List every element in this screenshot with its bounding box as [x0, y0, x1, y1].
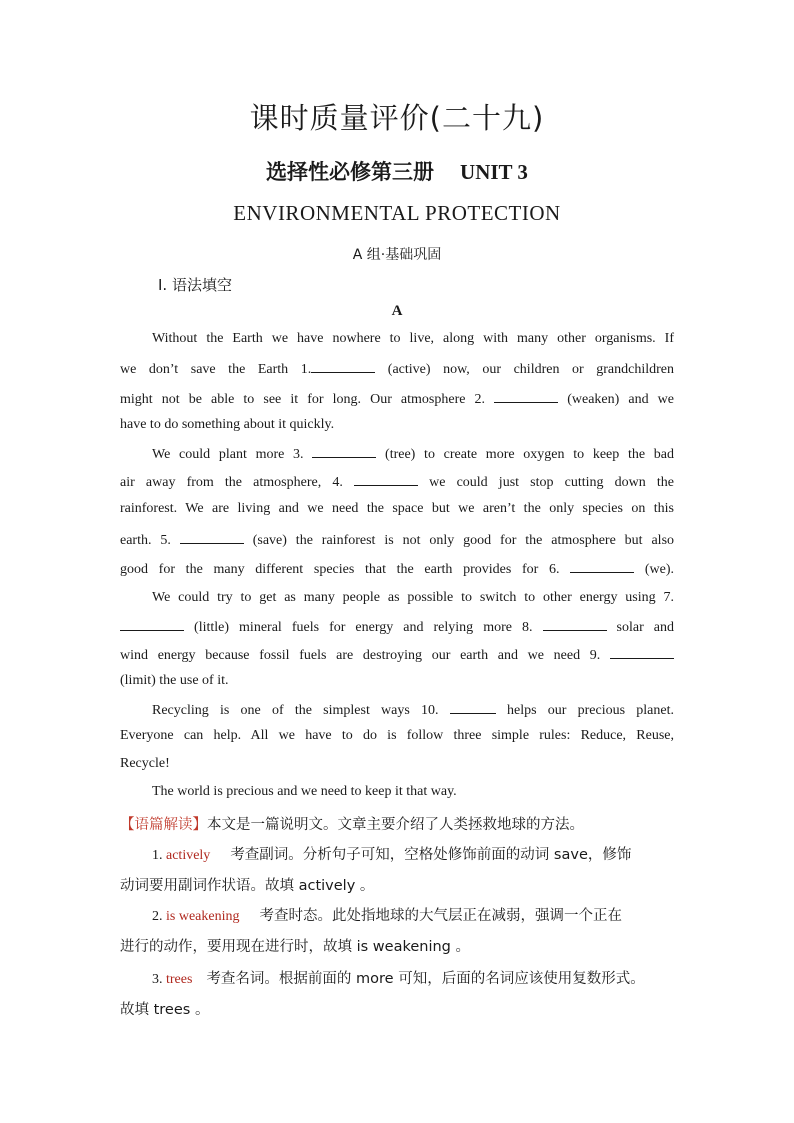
passage-line: (limit) the use of it. — [120, 673, 229, 688]
blank-5 — [180, 531, 244, 544]
answer-explanation: 考查副词。分析句子可知，空格处修饰前面的动词 save，修饰 — [230, 847, 632, 863]
answer-line — [120, 874, 674, 895]
passage-line: have to do something about it quickly. — [120, 417, 335, 432]
answer-line — [152, 904, 674, 925]
passage-line: Everyone can help. All we have to do is follow three simple rules: Reduce, Reuse, — [120, 728, 674, 743]
passage-line: wind energy because fossil fuels are destroying our earth and we need 9. — [120, 646, 674, 664]
blank-4 — [354, 473, 418, 486]
section-heading: Ⅰ. 语法填空 — [158, 276, 232, 294]
blank-9 — [610, 646, 674, 659]
passage-line: Recycle! — [120, 756, 170, 771]
answer-key: trees — [166, 972, 193, 987]
passage-line: air away from the atmosphere, 4. we could just stop cutting down the — [120, 475, 675, 490]
answer-explanation: 考查名词。根据前面的 more 可知，后面的名词应该使用复数形式。 — [206, 971, 645, 987]
answer-number: 3. — [152, 972, 163, 987]
answer-key: actively — [166, 848, 211, 863]
passage-line: The world is precious and we need to keep it that way. — [152, 784, 457, 799]
passage-line: We could try to get as many people as possible to switch to other energy using 7. — [152, 590, 674, 605]
answer-number: 1. — [152, 848, 163, 863]
blank-6 — [570, 560, 634, 573]
subtitle-book: 选择性必修第三册 — [266, 160, 435, 184]
passage-line: We could plant more 3. (tree) to create more oxygen to keep the bad — [152, 447, 675, 462]
answer-explanation: 考查时态。此处指地球的大气层正在减弱，强调一个正在 — [259, 908, 622, 924]
blank-2 — [494, 390, 558, 403]
blank-3 — [312, 445, 376, 458]
passage-line: Recycling is one of the simplest ways 10. helps our precious planet. — [152, 703, 674, 718]
answer-explanation: 动词要用副词作状语。故填 actively 。 — [120, 878, 375, 894]
passage-line: might not be able to see it for long. Our atmosphere 2. (weaken) and we — [120, 392, 675, 407]
answer-explanation: 进行的动作，要用现在进行时，故填 is weakening 。 — [120, 939, 470, 955]
passage-line: good for the many different species that the earth provides for 6. (we). — [120, 562, 675, 577]
passage-line: Without the Earth we have nowhere to live, along with many other organisms. If — [152, 331, 674, 346]
blank-7 — [120, 618, 184, 631]
passage-line: rainforest. We are living and we need the space but we aren’t the only species on this — [120, 501, 674, 516]
blank-10 — [450, 701, 496, 714]
passage-line: earth. 5. (save) the rainforest is not only good for the atmosphere but also — [120, 533, 675, 548]
analysis-line — [120, 813, 674, 834]
blank-1 — [311, 360, 375, 373]
analysis-text: 本文是一篇说明文。文章主要介绍了人类拯救地球的方法。 — [207, 817, 584, 833]
answer-number: 2. — [152, 909, 163, 924]
subtitle-unit-number: UNIT 3 — [460, 160, 528, 184]
passage-label: A — [391, 303, 403, 319]
subtitle-topic: ENVIRONMENTAL PROTECTION — [233, 201, 561, 225]
page-title: 课时质量评价(二十九) — [249, 101, 545, 135]
answer-explanation: 故填 trees 。 — [120, 1002, 210, 1018]
answer-key: is weakening — [166, 909, 240, 924]
passage-line: we don’t save the Earth 1. (active) now, our children or grandchildren — [120, 362, 674, 377]
answer-line — [152, 843, 674, 864]
answer-line — [120, 998, 674, 1019]
passage-line: (little) mineral fuels for energy and relying more 8. solar and — [120, 618, 674, 636]
blank-8 — [543, 618, 607, 631]
analysis-tag: 【语篇解读】 — [120, 817, 207, 833]
answer-line — [152, 967, 674, 988]
answer-line — [120, 935, 674, 956]
group-label: A 组·基础巩固 — [352, 247, 442, 263]
subtitle-unit — [0, 156, 794, 186]
